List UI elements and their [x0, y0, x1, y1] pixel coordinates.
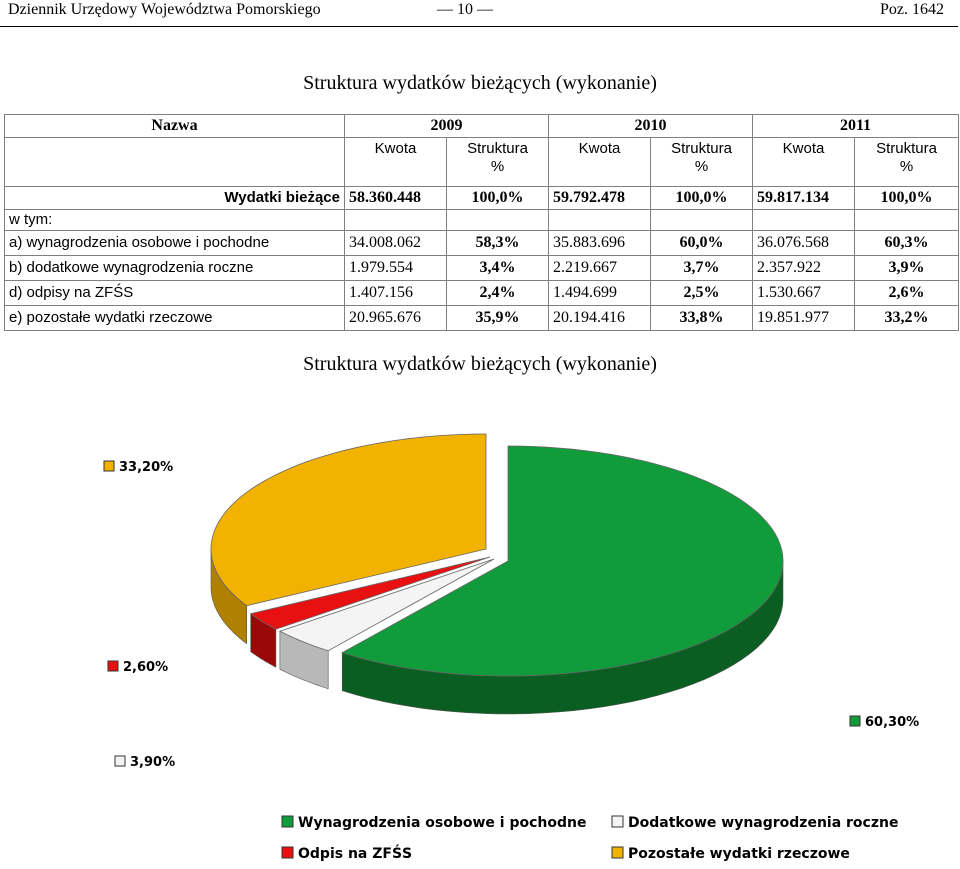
total-amount: 58.360.448 [345, 187, 447, 210]
table-row [5, 306, 959, 331]
legend-entry: Odpis na ZFŚS [298, 846, 413, 862]
row-share: 2,5% [651, 281, 753, 306]
row-share: 3,9% [855, 256, 959, 281]
data-label-swatch [115, 756, 125, 766]
row-amount: 1.979.554 [345, 256, 447, 281]
expenditure-table [4, 114, 959, 331]
row-share: 33,8% [651, 306, 753, 331]
row-amount: 2.219.667 [549, 256, 651, 281]
position-number: Poz. 1642 [880, 1, 944, 18]
kwota-header: Kwota [753, 138, 855, 187]
year-header: 2009 [345, 115, 549, 138]
row-share: 35,9% [447, 306, 549, 331]
data-label: 33,20% [119, 460, 174, 475]
row-share: 33,2% [855, 306, 959, 331]
legend-swatch [282, 847, 293, 858]
row-amount: 1.494.699 [549, 281, 651, 306]
legend-swatch [282, 816, 293, 827]
row-amount: 20.965.676 [345, 306, 447, 331]
table-title: Struktura wydatków bieżących (wykonanie) [303, 72, 657, 94]
row-amount: 20.194.416 [549, 306, 651, 331]
year-header: 2011 [753, 115, 959, 138]
struktura-header: Struktura % [855, 138, 959, 187]
data-label: 3,90% [130, 755, 176, 770]
struktura-header: Struktura % [447, 138, 549, 187]
total-share: 100,0% [855, 187, 959, 210]
row-share: 2,4% [447, 281, 549, 306]
struktura-header: Struktura % [651, 138, 753, 187]
empty-cell [5, 138, 345, 187]
total-label: Wydatki bieżące [5, 187, 345, 210]
row-share: 60,0% [651, 231, 753, 256]
col-name-header: Nazwa [5, 115, 345, 138]
row-share: 60,3% [855, 231, 959, 256]
data-label-swatch [108, 661, 118, 671]
total-share: 100,0% [447, 187, 549, 210]
year-header: 2010 [549, 115, 753, 138]
data-label-swatch [850, 716, 860, 726]
table-row [5, 281, 959, 306]
row-amount: 35.883.696 [549, 231, 651, 256]
row-label: b) dodatkowe wynagrodzenia roczne [5, 256, 345, 281]
legend-swatch [612, 847, 623, 858]
row-label: a) wynagrodzenia osobowe i pochodne [5, 231, 345, 256]
row-amount: 36.076.568 [753, 231, 855, 256]
row-amount: 19.851.977 [753, 306, 855, 331]
total-share: 100,0% [651, 187, 753, 210]
data-label-swatch [104, 461, 114, 471]
w-tym-row [5, 210, 959, 231]
row-amount: 2.357.922 [753, 256, 855, 281]
row-share: 3,4% [447, 256, 549, 281]
row-share: 58,3% [447, 231, 549, 256]
data-label: 60,30% [865, 715, 920, 730]
pie-chart [0, 380, 960, 869]
legend-swatch [612, 816, 623, 827]
kwota-header: Kwota [345, 138, 447, 187]
page-header [0, 0, 958, 27]
kwota-header: Kwota [549, 138, 651, 187]
total-row [5, 187, 959, 210]
legend-entry: Wynagrodzenia osobowe i pochodne [298, 815, 587, 831]
legend-entry: Dodatkowe wynagrodzenia roczne [628, 815, 899, 831]
table-row [5, 256, 959, 281]
row-amount: 34.008.062 [345, 231, 447, 256]
chart-title: Struktura wydatków bieżących (wykonanie) [303, 353, 657, 375]
journal-name: Dziennik Urzędowy Województwa Pomorskiego [8, 1, 321, 18]
table-row [5, 231, 959, 256]
row-amount: 1.407.156 [345, 281, 447, 306]
row-share: 2,6% [855, 281, 959, 306]
page-number: — 10 — [437, 1, 493, 18]
row-label: e) pozostałe wydatki rzeczowe [5, 306, 345, 331]
header-row-years [5, 115, 959, 138]
data-label: 2,60% [123, 660, 169, 675]
row-label: d) odpisy na ZFŚS [5, 281, 345, 306]
w-tym-label: w tym: [5, 210, 345, 231]
total-amount: 59.792.478 [549, 187, 651, 210]
header-row-sub [5, 138, 959, 187]
row-amount: 1.530.667 [753, 281, 855, 306]
total-amount: 59.817.134 [753, 187, 855, 210]
row-share: 3,7% [651, 256, 753, 281]
legend-entry: Pozostałe wydatki rzeczowe [628, 846, 850, 862]
